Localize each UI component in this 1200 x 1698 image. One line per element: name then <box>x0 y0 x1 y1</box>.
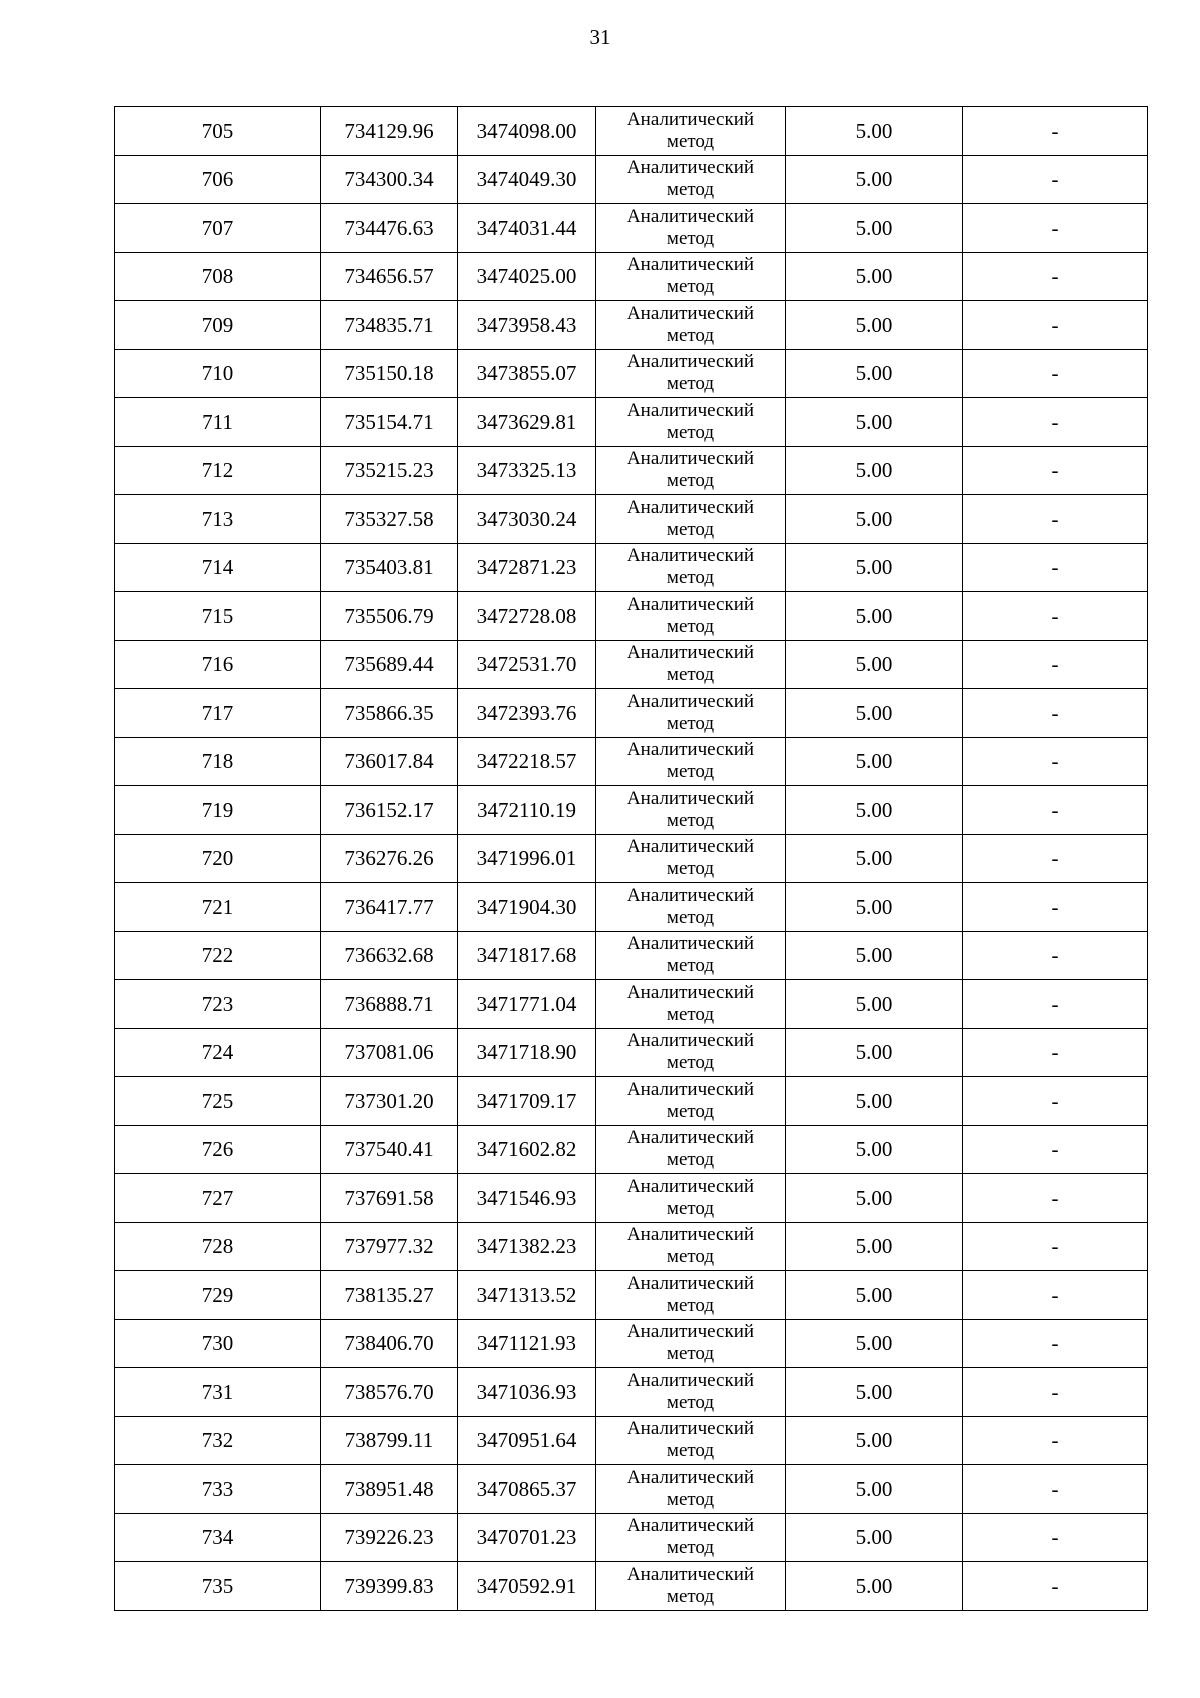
x-coordinate-cell: 735215.23 <box>321 446 458 495</box>
note-cell: - <box>963 1513 1148 1562</box>
method-text-line: метод <box>666 179 715 201</box>
method-cell <box>596 1174 786 1223</box>
coordinates-table-body <box>115 107 1148 1611</box>
method-text-line: Аналитический <box>626 884 755 906</box>
point-number-cell: 727 <box>115 1174 321 1223</box>
y-coordinate-cell: 3474031.44 <box>458 204 596 253</box>
y-coordinate-cell: 3471718.90 <box>458 1028 596 1077</box>
method-text-line: Аналитический <box>626 545 755 567</box>
point-number-cell: 711 <box>115 398 321 447</box>
point-number-cell: 718 <box>115 737 321 786</box>
method-cell <box>596 301 786 350</box>
method-cell <box>596 1319 786 1368</box>
table-row <box>115 1125 1148 1174</box>
x-coordinate-cell: 737540.41 <box>321 1125 458 1174</box>
method-cell <box>596 834 786 883</box>
method-text-line: метод <box>666 373 715 395</box>
method-text-line: метод <box>666 567 715 589</box>
x-coordinate-cell: 735866.35 <box>321 689 458 738</box>
point-number-cell: 707 <box>115 204 321 253</box>
note-cell: - <box>963 980 1148 1029</box>
point-number-cell: 710 <box>115 349 321 398</box>
accuracy-cell: 5.00 <box>786 1319 963 1368</box>
point-number-cell: 717 <box>115 689 321 738</box>
method-text-line: Аналитический <box>626 1224 755 1246</box>
point-number-cell: 731 <box>115 1368 321 1417</box>
y-coordinate-cell: 3471996.01 <box>458 834 596 883</box>
table-row <box>115 1416 1148 1465</box>
y-coordinate-cell: 3472110.19 <box>458 786 596 835</box>
method-cell <box>596 107 786 156</box>
note-cell: - <box>963 301 1148 350</box>
accuracy-cell: 5.00 <box>786 737 963 786</box>
note-cell: - <box>963 834 1148 883</box>
accuracy-cell: 5.00 <box>786 980 963 1029</box>
method-text-line: метод <box>666 1391 715 1413</box>
x-coordinate-cell: 734300.34 <box>321 155 458 204</box>
x-coordinate-cell: 737301.20 <box>321 1077 458 1126</box>
y-coordinate-cell: 3473030.24 <box>458 495 596 544</box>
table-row <box>115 592 1148 641</box>
note-cell: - <box>963 349 1148 398</box>
note-cell: - <box>963 1077 1148 1126</box>
method-cell <box>596 640 786 689</box>
method-text-line: метод <box>666 1294 715 1316</box>
method-cell <box>596 1077 786 1126</box>
x-coordinate-cell: 738576.70 <box>321 1368 458 1417</box>
method-text-line: метод <box>666 1246 715 1268</box>
table-row <box>115 1465 1148 1514</box>
accuracy-cell: 5.00 <box>786 786 963 835</box>
method-cell <box>596 980 786 1029</box>
accuracy-cell: 5.00 <box>786 204 963 253</box>
x-coordinate-cell: 738135.27 <box>321 1271 458 1320</box>
x-coordinate-cell: 735689.44 <box>321 640 458 689</box>
x-coordinate-cell: 736276.26 <box>321 834 458 883</box>
x-coordinate-cell: 734129.96 <box>321 107 458 156</box>
table-row <box>115 349 1148 398</box>
note-cell: - <box>963 1368 1148 1417</box>
point-number-cell: 721 <box>115 883 321 932</box>
note-cell: - <box>963 640 1148 689</box>
method-text-line: Аналитический <box>626 593 755 615</box>
table-row <box>115 1319 1148 1368</box>
method-text-line: Аналитический <box>626 1369 755 1391</box>
table-row <box>115 107 1148 156</box>
table-row <box>115 1562 1148 1611</box>
point-number-cell: 705 <box>115 107 321 156</box>
y-coordinate-cell: 3473958.43 <box>458 301 596 350</box>
accuracy-cell: 5.00 <box>786 1271 963 1320</box>
point-number-cell: 726 <box>115 1125 321 1174</box>
y-coordinate-cell: 3471382.23 <box>458 1222 596 1271</box>
method-text-line: Аналитический <box>626 1515 755 1537</box>
y-coordinate-cell: 3471904.30 <box>458 883 596 932</box>
method-cell <box>596 737 786 786</box>
method-cell <box>596 1513 786 1562</box>
table-row <box>115 931 1148 980</box>
table-row <box>115 1368 1148 1417</box>
note-cell: - <box>963 204 1148 253</box>
method-text-line: Аналитический <box>626 1563 755 1585</box>
note-cell: - <box>963 107 1148 156</box>
y-coordinate-cell: 3470701.23 <box>458 1513 596 1562</box>
point-number-cell: 719 <box>115 786 321 835</box>
method-text-line: метод <box>666 518 715 540</box>
x-coordinate-cell: 735403.81 <box>321 543 458 592</box>
y-coordinate-cell: 3472393.76 <box>458 689 596 738</box>
table-row <box>115 543 1148 592</box>
method-text-line: метод <box>666 227 715 249</box>
method-cell <box>596 883 786 932</box>
method-text-line: Аналитический <box>626 787 755 809</box>
method-cell <box>596 1562 786 1611</box>
note-cell: - <box>963 495 1148 544</box>
method-text-line: метод <box>666 1440 715 1462</box>
method-text-line: метод <box>666 712 715 734</box>
y-coordinate-cell: 3471771.04 <box>458 980 596 1029</box>
table-row <box>115 786 1148 835</box>
x-coordinate-cell: 736632.68 <box>321 931 458 980</box>
point-number-cell: 733 <box>115 1465 321 1514</box>
method-text-line: метод <box>666 1585 715 1607</box>
point-number-cell: 724 <box>115 1028 321 1077</box>
method-cell <box>596 446 786 495</box>
method-text-line: метод <box>666 1100 715 1122</box>
accuracy-cell: 5.00 <box>786 931 963 980</box>
table-row <box>115 737 1148 786</box>
accuracy-cell: 5.00 <box>786 155 963 204</box>
accuracy-cell: 5.00 <box>786 1028 963 1077</box>
method-cell <box>596 931 786 980</box>
table-row <box>115 980 1148 1029</box>
point-number-cell: 712 <box>115 446 321 495</box>
method-text-line: Аналитический <box>626 739 755 761</box>
point-number-cell: 716 <box>115 640 321 689</box>
y-coordinate-cell: 3472218.57 <box>458 737 596 786</box>
x-coordinate-cell: 739399.83 <box>321 1562 458 1611</box>
accuracy-cell: 5.00 <box>786 1125 963 1174</box>
note-cell: - <box>963 1125 1148 1174</box>
method-text-line: метод <box>666 955 715 977</box>
y-coordinate-cell: 3470951.64 <box>458 1416 596 1465</box>
method-cell <box>596 1368 786 1417</box>
method-text-line: Аналитический <box>626 496 755 518</box>
point-number-cell: 734 <box>115 1513 321 1562</box>
accuracy-cell: 5.00 <box>786 1222 963 1271</box>
method-text-line: Аналитический <box>626 351 755 373</box>
note-cell: - <box>963 1271 1148 1320</box>
point-number-cell: 735 <box>115 1562 321 1611</box>
note-cell: - <box>963 252 1148 301</box>
method-text-line: Аналитический <box>626 981 755 1003</box>
accuracy-cell: 5.00 <box>786 883 963 932</box>
accuracy-cell: 5.00 <box>786 1513 963 1562</box>
point-number-cell: 725 <box>115 1077 321 1126</box>
page-number: 31 <box>589 25 611 49</box>
accuracy-cell: 5.00 <box>786 349 963 398</box>
y-coordinate-cell: 3474098.00 <box>458 107 596 156</box>
point-number-cell: 728 <box>115 1222 321 1271</box>
method-cell <box>596 543 786 592</box>
y-coordinate-cell: 3471546.93 <box>458 1174 596 1223</box>
y-coordinate-cell: 3470592.91 <box>458 1562 596 1611</box>
method-text-line: метод <box>666 1052 715 1074</box>
method-text-line: Аналитический <box>626 254 755 276</box>
y-coordinate-cell: 3473629.81 <box>458 398 596 447</box>
x-coordinate-cell: 738951.48 <box>321 1465 458 1514</box>
method-text-line: метод <box>666 1537 715 1559</box>
x-coordinate-cell: 734476.63 <box>321 204 458 253</box>
method-cell <box>596 592 786 641</box>
note-cell: - <box>963 689 1148 738</box>
method-text-line: метод <box>666 809 715 831</box>
accuracy-cell: 5.00 <box>786 1174 963 1223</box>
method-text-line: Аналитический <box>626 1030 755 1052</box>
table-row <box>115 834 1148 883</box>
table-row <box>115 1513 1148 1562</box>
method-text-line: Аналитический <box>626 157 755 179</box>
point-number-cell: 714 <box>115 543 321 592</box>
method-cell <box>596 495 786 544</box>
table-row <box>115 1028 1148 1077</box>
table-row <box>115 883 1148 932</box>
accuracy-cell: 5.00 <box>786 252 963 301</box>
accuracy-cell: 5.00 <box>786 1416 963 1465</box>
method-cell <box>596 155 786 204</box>
note-cell: - <box>963 931 1148 980</box>
y-coordinate-cell: 3472871.23 <box>458 543 596 592</box>
method-text-line: метод <box>666 906 715 928</box>
accuracy-cell: 5.00 <box>786 398 963 447</box>
accuracy-cell: 5.00 <box>786 640 963 689</box>
point-number-cell: 732 <box>115 1416 321 1465</box>
table-row <box>115 155 1148 204</box>
y-coordinate-cell: 3472531.70 <box>458 640 596 689</box>
method-text-line: Аналитический <box>626 448 755 470</box>
method-cell <box>596 204 786 253</box>
method-text-line: Аналитический <box>626 690 755 712</box>
accuracy-cell: 5.00 <box>786 495 963 544</box>
table-row <box>115 1222 1148 1271</box>
method-text-line: Аналитический <box>626 836 755 858</box>
method-text-line: метод <box>666 615 715 637</box>
x-coordinate-cell: 734656.57 <box>321 252 458 301</box>
x-coordinate-cell: 737977.32 <box>321 1222 458 1271</box>
x-coordinate-cell: 735327.58 <box>321 495 458 544</box>
method-text-line: метод <box>666 1343 715 1365</box>
table-row <box>115 640 1148 689</box>
table-row <box>115 398 1148 447</box>
x-coordinate-cell: 737691.58 <box>321 1174 458 1223</box>
accuracy-cell: 5.00 <box>786 1562 963 1611</box>
note-cell: - <box>963 398 1148 447</box>
x-coordinate-cell: 737081.06 <box>321 1028 458 1077</box>
x-coordinate-cell: 734835.71 <box>321 301 458 350</box>
method-cell <box>596 1222 786 1271</box>
table-row <box>115 495 1148 544</box>
accuracy-cell: 5.00 <box>786 592 963 641</box>
x-coordinate-cell: 735150.18 <box>321 349 458 398</box>
y-coordinate-cell: 3471121.93 <box>458 1319 596 1368</box>
note-cell: - <box>963 155 1148 204</box>
point-number-cell: 708 <box>115 252 321 301</box>
method-text-line: Аналитический <box>626 1127 755 1149</box>
method-text-line: метод <box>666 1488 715 1510</box>
y-coordinate-cell: 3471313.52 <box>458 1271 596 1320</box>
x-coordinate-cell: 736888.71 <box>321 980 458 1029</box>
method-text-line: Аналитический <box>626 1078 755 1100</box>
note-cell: - <box>963 883 1148 932</box>
note-cell: - <box>963 1174 1148 1223</box>
method-text-line: метод <box>666 470 715 492</box>
method-cell <box>596 1416 786 1465</box>
note-cell: - <box>963 1319 1148 1368</box>
table-row <box>115 252 1148 301</box>
method-text-line: Аналитический <box>626 205 755 227</box>
y-coordinate-cell: 3474049.30 <box>458 155 596 204</box>
point-number-cell: 706 <box>115 155 321 204</box>
method-cell <box>596 349 786 398</box>
method-text-line: Аналитический <box>626 933 755 955</box>
point-number-cell: 722 <box>115 931 321 980</box>
method-text-line: метод <box>666 858 715 880</box>
x-coordinate-cell: 736417.77 <box>321 883 458 932</box>
point-number-cell: 720 <box>115 834 321 883</box>
method-text-line: метод <box>666 421 715 443</box>
method-text-line: метод <box>666 276 715 298</box>
method-cell <box>596 1125 786 1174</box>
point-number-cell: 723 <box>115 980 321 1029</box>
note-cell: - <box>963 1562 1148 1611</box>
x-coordinate-cell: 735154.71 <box>321 398 458 447</box>
method-cell <box>596 1465 786 1514</box>
method-text-line: Аналитический <box>626 1418 755 1440</box>
note-cell: - <box>963 1028 1148 1077</box>
x-coordinate-cell: 736017.84 <box>321 737 458 786</box>
method-text-line: Аналитический <box>626 1466 755 1488</box>
method-cell <box>596 1028 786 1077</box>
method-cell <box>596 1271 786 1320</box>
method-text-line: метод <box>666 664 715 686</box>
accuracy-cell: 5.00 <box>786 543 963 592</box>
accuracy-cell: 5.00 <box>786 689 963 738</box>
note-cell: - <box>963 1465 1148 1514</box>
method-text-line: Аналитический <box>626 1321 755 1343</box>
table-row <box>115 1077 1148 1126</box>
method-text-line: Аналитический <box>626 1175 755 1197</box>
method-cell <box>596 689 786 738</box>
note-cell: - <box>963 786 1148 835</box>
accuracy-cell: 5.00 <box>786 446 963 495</box>
x-coordinate-cell: 735506.79 <box>321 592 458 641</box>
note-cell: - <box>963 592 1148 641</box>
y-coordinate-cell: 3471036.93 <box>458 1368 596 1417</box>
point-number-cell: 729 <box>115 1271 321 1320</box>
y-coordinate-cell: 3471817.68 <box>458 931 596 980</box>
table-row <box>115 689 1148 738</box>
accuracy-cell: 5.00 <box>786 301 963 350</box>
point-number-cell: 709 <box>115 301 321 350</box>
method-text-line: метод <box>666 1197 715 1219</box>
method-cell <box>596 398 786 447</box>
method-text-line: Аналитический <box>626 399 755 421</box>
y-coordinate-cell: 3471709.17 <box>458 1077 596 1126</box>
accuracy-cell: 5.00 <box>786 1077 963 1126</box>
point-number-cell: 715 <box>115 592 321 641</box>
y-coordinate-cell: 3473325.13 <box>458 446 596 495</box>
method-text-line: Аналитический <box>626 108 755 130</box>
table-row <box>115 1271 1148 1320</box>
accuracy-cell: 5.00 <box>786 1465 963 1514</box>
x-coordinate-cell: 738406.70 <box>321 1319 458 1368</box>
note-cell: - <box>963 446 1148 495</box>
method-text-line: метод <box>666 761 715 783</box>
note-cell: - <box>963 737 1148 786</box>
x-coordinate-cell: 739226.23 <box>321 1513 458 1562</box>
method-text-line: метод <box>666 324 715 346</box>
accuracy-cell: 5.00 <box>786 1368 963 1417</box>
table-row <box>115 204 1148 253</box>
point-number-cell: 713 <box>115 495 321 544</box>
y-coordinate-cell: 3472728.08 <box>458 592 596 641</box>
method-text-line: Аналитический <box>626 1272 755 1294</box>
note-cell: - <box>963 543 1148 592</box>
y-coordinate-cell: 3473855.07 <box>458 349 596 398</box>
coordinates-table <box>114 106 1148 1611</box>
y-coordinate-cell: 3474025.00 <box>458 252 596 301</box>
table-row <box>115 446 1148 495</box>
table-row <box>115 301 1148 350</box>
method-text-line: метод <box>666 1003 715 1025</box>
method-text-line: метод <box>666 1149 715 1171</box>
table-row <box>115 1174 1148 1223</box>
accuracy-cell: 5.00 <box>786 107 963 156</box>
x-coordinate-cell: 738799.11 <box>321 1416 458 1465</box>
method-text-line: метод <box>666 130 715 152</box>
method-text-line: Аналитический <box>626 302 755 324</box>
method-text-line: Аналитический <box>626 642 755 664</box>
method-cell <box>596 786 786 835</box>
note-cell: - <box>963 1222 1148 1271</box>
x-coordinate-cell: 736152.17 <box>321 786 458 835</box>
method-cell <box>596 252 786 301</box>
y-coordinate-cell: 3470865.37 <box>458 1465 596 1514</box>
accuracy-cell: 5.00 <box>786 834 963 883</box>
y-coordinate-cell: 3471602.82 <box>458 1125 596 1174</box>
point-number-cell: 730 <box>115 1319 321 1368</box>
note-cell: - <box>963 1416 1148 1465</box>
